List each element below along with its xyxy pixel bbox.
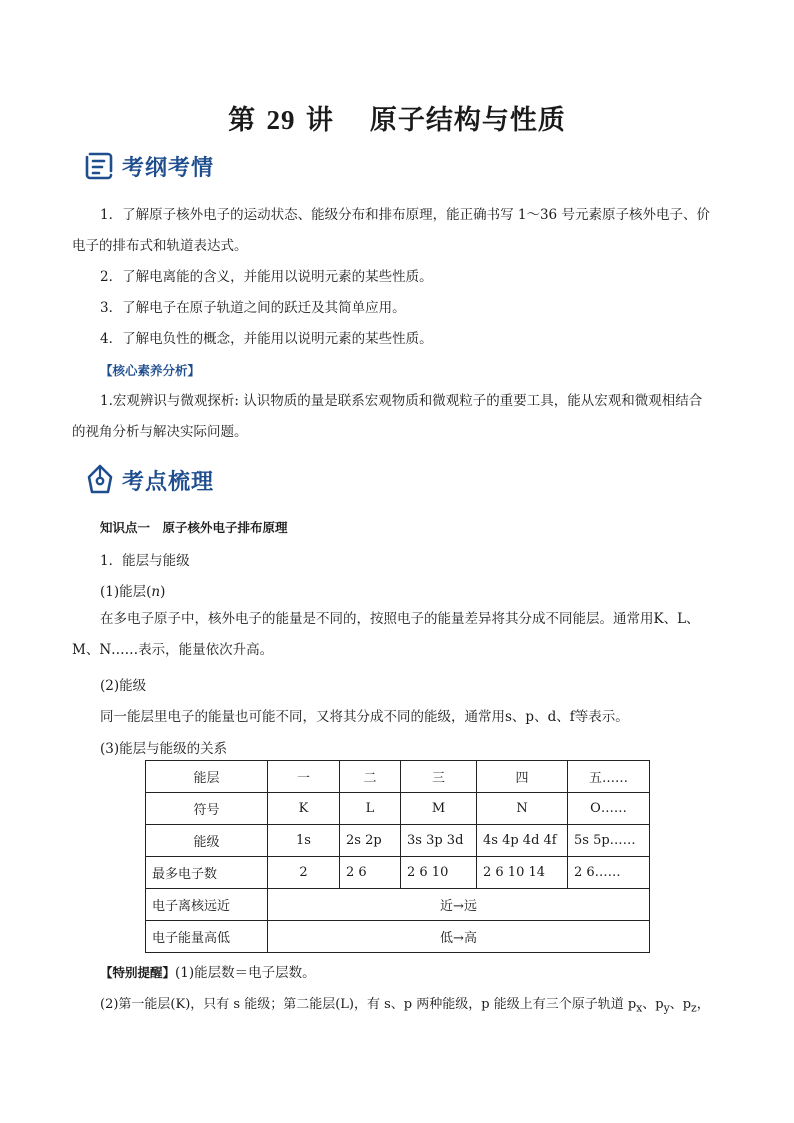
core-literacy-label: 【核心素养分析】 [100,363,201,378]
level-paragraph: 同一能层里电子的能量也可能不同，又将其分成不同的能级，通常用s、p、d、f等表示。 [100,709,629,725]
section-heading-knowledge [84,463,214,497]
table-row [146,793,650,825]
subscript: y [663,1001,670,1015]
table-cell: 2 6…… [568,857,650,889]
pen-nib-icon [84,463,116,497]
shell-paragraph [72,604,724,666]
knowledge-point-title: 知识点一 原子核外电子排布原理 [100,520,288,535]
tip-line-2 [100,993,710,1015]
tip-text: (1)能层数＝电子层数。 [175,965,316,981]
title-name: 原子结构与性质 [369,105,566,136]
table-cell: K [268,793,340,825]
table-cell: 四 [477,761,568,793]
table-cell: 一 [268,761,340,793]
page-title [0,98,794,137]
section-heading-text: 考纲考情 [122,155,215,181]
tip-text: ， [696,997,710,1012]
objective-line: 电子的排布式和轨道表达式。 [72,238,248,254]
title-prefix: 第 [228,105,257,136]
subheading-text: (1)能层( [100,584,152,600]
core-line: 1.宏观辨识与微观探析: 认识物质的量是联系宏观物质和微观粒子的重要工具，能从宏观和微观相结合 [100,393,703,409]
table-cell: 电子能量高低 [146,921,268,953]
table-row [146,921,650,953]
core-literacy-text [72,386,724,448]
table-cell: N [477,793,568,825]
objective-line: 2．了解电离能的含义，并能用以说明元素的某些性质。 [100,269,433,285]
subheading-relation: (3)能层与能级的关系 [100,741,228,757]
tip-line-1 [100,961,316,981]
section-heading-syllabus [84,150,214,182]
subheading-energy-level: (2)能级 [100,678,147,694]
table-cell: 2 6 [340,857,401,889]
table-cell: 1s [268,825,340,857]
tip-text: 、p [669,997,692,1012]
table-cell: 五…… [568,761,650,793]
variable-n: n [151,584,161,600]
objectives-block [72,200,724,355]
objective-line: 3．了解电子在原子轨道之间的跃迁及其简单应用。 [100,300,406,316]
table-cell: 能级 [146,825,268,857]
core-line: 的视角分析与解决实际问题。 [72,424,248,440]
list-document-icon [84,150,116,182]
subheading-levels: 1．能层与能级 [100,553,190,569]
paragraph-line: 在多电子原子中，核外电子的能量是不同的，按照电子的能量差异将其分成不同能层。通常用K、L、 [100,611,700,627]
table-row [146,857,650,889]
tip-label: 【特别提醒】 [100,965,176,980]
title-suffix: 讲 [305,105,334,136]
table-cell: 符号 [146,793,268,825]
subheading-energy-shell [100,580,165,600]
subheading-text: ) [160,584,166,600]
subscript: z [691,1001,697,1015]
table-cell: L [340,793,401,825]
objective-line: 1．了解原子核外电子的运动状态、能级分布和排布原理，能正确书写 1～36 号元素原子核外电子、价 [100,207,710,223]
table-cell: 2s 2p [340,825,401,857]
table-cell: M [401,793,477,825]
paragraph-line: M、N……表示，能量依次升高。 [72,642,274,658]
table-cell: 2 [268,857,340,889]
table-cell: 二 [340,761,401,793]
table-row [146,889,650,921]
table-cell: 2 6 10 14 [477,857,568,889]
tip-text: (2)第一能层(K)，只有 s 能级；第二能层(L)，有 s、p 两种能级，p 能级上有三个原子轨道 p [100,997,637,1012]
objective-line: 4．了解电负性的概念，并能用以说明元素的某些性质。 [100,331,433,347]
table-row [146,825,650,857]
tip-text: 、p [642,997,664,1012]
table-cell: 三 [401,761,477,793]
subscript: x [636,1001,643,1015]
table-cell: 3s 3p 3d [401,825,477,857]
section-heading-text: 考点梳理 [122,469,215,495]
table-cell: 近→远 [268,889,650,921]
table-cell: 电子离核远近 [146,889,268,921]
shell-level-table [145,760,650,953]
table-cell: O…… [568,793,650,825]
title-number: 29 [266,105,296,135]
table-cell: 能层 [146,761,268,793]
table-cell: 低→高 [268,921,650,953]
table-cell: 5s 5p…… [568,825,650,857]
table-cell: 4s 4p 4d 4f [477,825,568,857]
table-cell: 最多电子数 [146,857,268,889]
table-cell: 2 6 10 [401,857,477,889]
table-row [146,761,650,793]
